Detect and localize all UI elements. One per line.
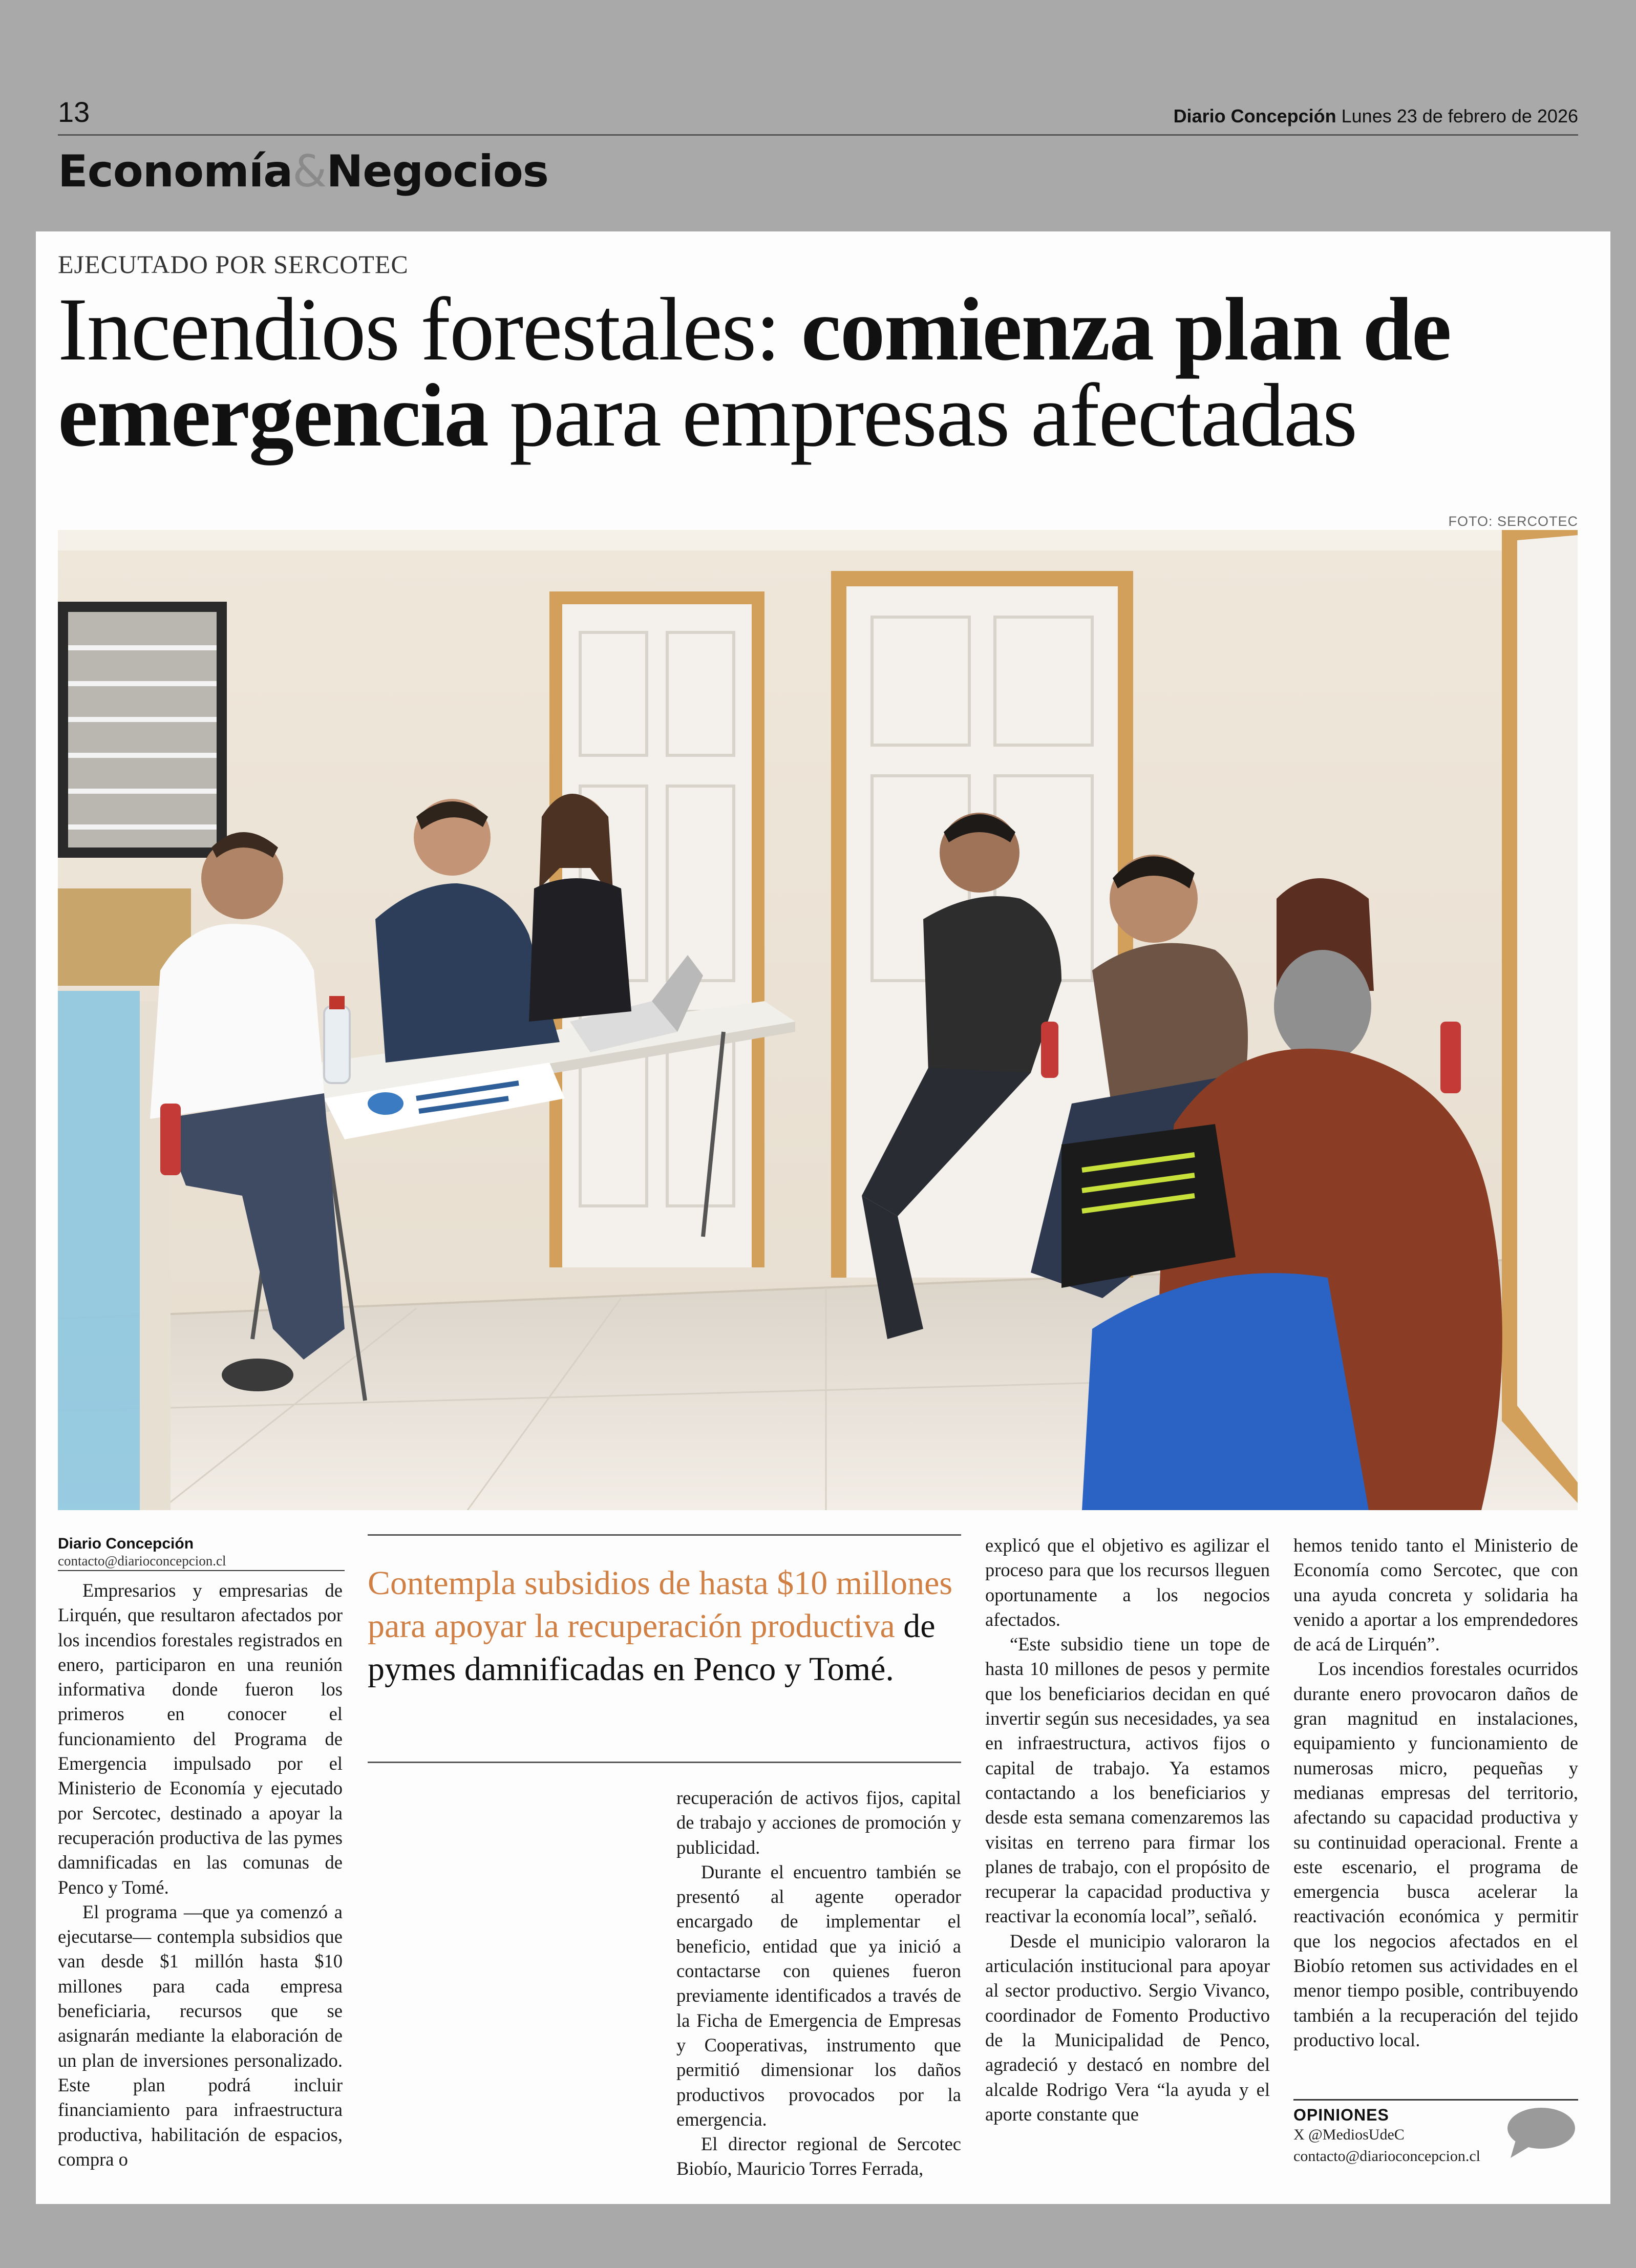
article-column-3	[985, 1533, 1270, 2127]
pullquote	[368, 1562, 961, 1691]
paragraph: Desde el municipio valoraron la articulación institucional para apoyar al sector productivo. Sergio Vivanco, coordinador de Fomento Productivo de la Municipalidad de Penco, agradeció y destacó en nombre del alcalde Rodrigo Vera “la ayuda y el aporte constante que	[985, 1930, 1270, 2125]
opinions-title: OPINIONES	[1293, 2106, 1389, 2124]
pullquote-rule-bottom	[368, 1762, 961, 1763]
paragraph: Los incendios forestales ocurridos durante enero provocaron daños de gran magnitud en instalaciones, equipamiento y funcionamiento de numerosas micro, pequeñas y medianas empresas del territorio, afectando su capacidad productiva y su continuidad operacional. Frente a este escenario, el programa de emergencia busca acelerar la reactivación económica y permitir que los negocios afectados en el Biobío retomen sus actividades en el menor tiempo posible, contribuyendo también a la recuperación del tejido productivo local.	[1293, 1658, 1578, 2050]
paragraph: Empresarios y empresarias de Lirquén, que resultaron afectados por los incendios forestales registrados en enero, participaron en una reunión informativa donde fueron los primeros en conocer el funcionamiento del Programa de Emergencia impulsado por el Ministerio de Economía y ejecutado por Sercotec, destinado a apoyar la recuperación productiva de las pymes damnificadas en las comunas de Penco y Tomé.	[58, 1580, 343, 1898]
paragraph: recuperación de activos fijos, capital de trabajo y acciones de promoción y publicidad.	[676, 1787, 961, 1858]
paragraph: hemos tenido tanto el Ministerio de Economía como Sercotec, que con una ayuda concreta y solidaria ha venido a aportar a los emprendedores de acá de Lirquén”.	[1293, 1535, 1578, 1655]
opinions-email[interactable]: contacto@diarioconcepcion.cl	[1293, 2148, 1480, 2165]
paragraph: Durante el encuentro también se presentó al agente operador encargado de implementar el beneficio, entidad que ya inició a contactarse con quienes fueron previamente identificados a través de la Ficha de Emergencia de Empresas y Cooperativas, instrumento que permitió dimensionar los daños productivos provocados por la emergencia.	[676, 1861, 961, 2130]
opinions-divider	[1293, 2099, 1578, 2101]
headline-part-1: Incendios forestales:	[58, 280, 801, 379]
byline-email: contacto@diarioconcepcion.cl	[58, 1553, 226, 1568]
opinions-x-handle[interactable]: X @MediosUdeC	[1293, 2126, 1405, 2143]
headline	[58, 280, 1584, 465]
article-column-1	[58, 1578, 343, 2172]
paragraph: El director regional de Sercotec Biobío, Mauricio Torres Ferrada,	[676, 2133, 961, 2179]
speech-bubble-icon	[1504, 2105, 1576, 2161]
header-divider	[58, 134, 1578, 136]
pullquote-accent: Contempla subsidios de hasta $10 millones para apoyar la recuperación productiva	[368, 1564, 953, 1645]
pullquote-rest: de pymes damnificadas en Penco y Tomé.	[368, 1607, 936, 1688]
paragraph: “Este subsidio tiene un tope de hasta 10 millones de pesos y permite que los beneficiarios decidan en qué invertir según sus necesidades, ya sea en infraestructura, activos fijos o capital de trabajo. Ya estamos contactando a los beneficiarios y desde esta semana comenzaremos las visitas en terreno para firmar los planes de trabajo, con el propósito de recuperar la capacidad productiva y reactivar la economía local”, señaló.	[985, 1634, 1270, 1927]
byline-divider	[58, 1570, 345, 1571]
pullquote-rule-top	[368, 1534, 961, 1536]
article-photo	[58, 530, 1578, 1510]
masthead	[1174, 105, 1578, 127]
section-ampersand: &	[292, 146, 327, 197]
article-column-4	[1293, 1533, 1578, 2052]
headline-bold: comienza plan de emergencia	[58, 280, 1451, 465]
byline-name: Diario Concepción	[58, 1535, 194, 1552]
section-title	[58, 146, 548, 197]
section-part-2: Negocios	[326, 146, 548, 197]
headline-part-2: para empresas afectadas	[487, 366, 1357, 465]
paragraph: El programa —que ya comenzó a ejecutarse— contempla subsidios que van desde $1 millón hasta $10 millones para cada empresa beneficiaria, recursos que se asignarán mediante la elaboración de un plan de inversiones personalizado. Este plan podrá incluir financiamiento para infraestructura productiva, habilitación de espacios, compra o	[58, 1901, 343, 2170]
article-column-2	[676, 1786, 961, 2181]
photo-credit: FOTO: SERCOTEC	[1448, 514, 1578, 529]
kicker: EJECUTADO POR SERCOTEC	[58, 250, 409, 279]
section-part-1: Economía	[58, 146, 293, 197]
meeting-photo-illustration	[58, 530, 1578, 1510]
page-number: 13	[58, 96, 90, 128]
issue-date: Lunes 23 de febrero de 2026	[1341, 105, 1578, 126]
paragraph: explicó que el objetivo es agilizar el proceso para que los recursos lleguen oportunamente a los negocios afectados.	[985, 1535, 1270, 1630]
masthead-name: Diario Concepción	[1173, 105, 1336, 126]
